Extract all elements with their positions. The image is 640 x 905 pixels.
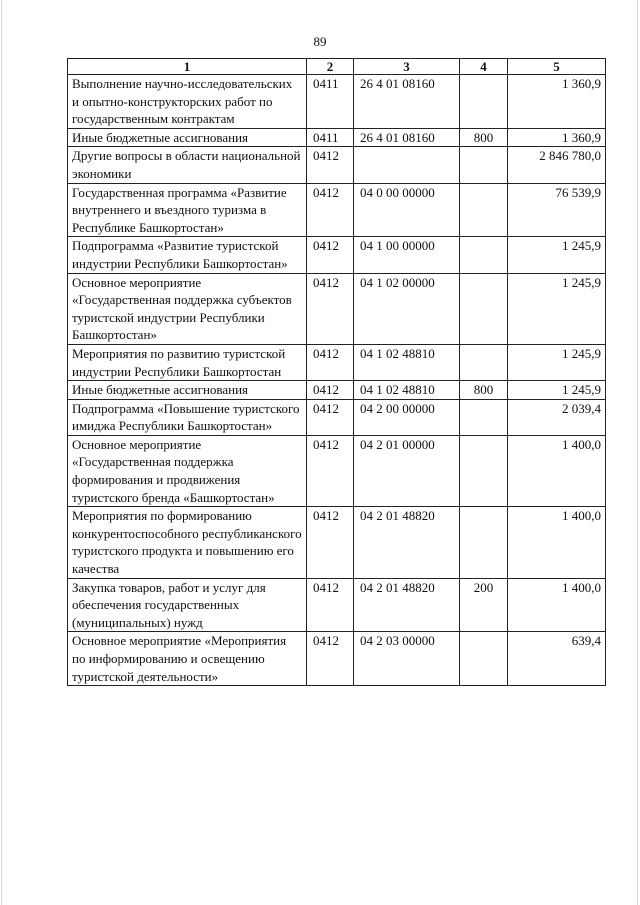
- cell-code: 0412: [307, 237, 354, 273]
- cell-amount: 1 400,0: [508, 507, 606, 578]
- table-row: [68, 237, 606, 273]
- cell-vr: [460, 344, 508, 380]
- cell-vr: [460, 399, 508, 435]
- cell-amount: 1 400,0: [508, 578, 606, 632]
- cell-csr: 04 1 02 48810: [354, 344, 460, 380]
- page-edge-left: [1, 0, 2, 905]
- table-row: [68, 273, 606, 344]
- cell-vr: 200: [460, 578, 508, 632]
- cell-name: Мероприятия по развитию туристской индустрии Республики Башкортостан: [68, 344, 307, 380]
- cell-code: 0412: [307, 147, 354, 183]
- table-row: [68, 381, 606, 400]
- table-header-row: [68, 59, 606, 75]
- cell-name: Закупка товаров, работ и услуг для обеспечения государственных (муниципальных) нужд: [68, 578, 307, 632]
- cell-code: 0412: [307, 183, 354, 237]
- cell-name: Основное мероприятие «Государственная поддержка субъектов туристской индустрии Республики Башкортостан»: [68, 273, 307, 344]
- budget-table: [67, 58, 606, 686]
- cell-amount: 1 245,9: [508, 344, 606, 380]
- cell-amount: 1 245,9: [508, 381, 606, 400]
- cell-code: 0412: [307, 578, 354, 632]
- page-number: 89: [313, 34, 327, 49]
- cell-vr: [460, 632, 508, 686]
- cell-csr: 04 2 01 48820: [354, 507, 460, 578]
- cell-amount: 639,4: [508, 632, 606, 686]
- cell-name: Иные бюджетные ассигнования: [68, 381, 307, 400]
- cell-code: 0412: [307, 381, 354, 400]
- cell-csr: 04 1 02 48810: [354, 381, 460, 400]
- cell-code: 0412: [307, 344, 354, 380]
- cell-csr: 26 4 01 08160: [354, 128, 460, 147]
- cell-vr: [460, 273, 508, 344]
- cell-vr: 800: [460, 128, 508, 147]
- cell-name: Другие вопросы в области национальной экономики: [68, 147, 307, 183]
- table-row: [68, 399, 606, 435]
- cell-vr: [460, 237, 508, 273]
- table-row: [68, 435, 606, 506]
- cell-csr: 04 1 00 00000: [354, 237, 460, 273]
- table-row: [68, 578, 606, 632]
- cell-csr: 04 2 03 00000: [354, 632, 460, 686]
- cell-amount: 76 539,9: [508, 183, 606, 237]
- cell-csr: [354, 147, 460, 183]
- cell-code: 0412: [307, 435, 354, 506]
- cell-vr: [460, 147, 508, 183]
- cell-name: Подпрограмма «Повышение туристского имиджа Республики Башкортостан»: [68, 399, 307, 435]
- cell-code: 0411: [307, 128, 354, 147]
- cell-vr: [460, 75, 508, 129]
- header-col-4: 4: [460, 59, 508, 75]
- cell-code: 0412: [307, 632, 354, 686]
- cell-vr: [460, 507, 508, 578]
- table-row: [68, 507, 606, 578]
- cell-csr: 04 2 00 00000: [354, 399, 460, 435]
- cell-vr: [460, 435, 508, 506]
- cell-amount: 1 360,9: [508, 75, 606, 129]
- table-row: [68, 632, 606, 686]
- header-col-5: 5: [508, 59, 606, 75]
- cell-name: Иные бюджетные ассигнования: [68, 128, 307, 147]
- table-row: [68, 147, 606, 183]
- cell-name: Основное мероприятие «Государственная поддержка формирования и продвижения туристского бренда «Башкортостан»: [68, 435, 307, 506]
- cell-csr: 04 2 01 00000: [354, 435, 460, 506]
- cell-name: Основное мероприятие «Мероприятия по информированию и освещению туристской деятельности»: [68, 632, 307, 686]
- cell-code: 0412: [307, 399, 354, 435]
- cell-csr: 04 2 01 48820: [354, 578, 460, 632]
- header-col-3: 3: [354, 59, 460, 75]
- cell-code: 0411: [307, 75, 354, 129]
- cell-amount: 1 360,9: [508, 128, 606, 147]
- cell-name: Мероприятия по формированию конкурентоспособного республиканского туристского продукта и повышению его качества: [68, 507, 307, 578]
- cell-amount: 1 245,9: [508, 237, 606, 273]
- cell-vr: [460, 183, 508, 237]
- cell-amount: 1 400,0: [508, 435, 606, 506]
- cell-code: 0412: [307, 507, 354, 578]
- header-col-1: 1: [68, 59, 307, 75]
- cell-amount: 1 245,9: [508, 273, 606, 344]
- cell-vr: 800: [460, 381, 508, 400]
- cell-csr: 04 1 02 00000: [354, 273, 460, 344]
- cell-code: 0412: [307, 273, 354, 344]
- cell-amount: 2 846 780,0: [508, 147, 606, 183]
- cell-name: Подпрограмма «Развитие туристской индустрии Республики Башкортостан»: [68, 237, 307, 273]
- page-edge-right: [637, 0, 638, 905]
- cell-amount: 2 039,4: [508, 399, 606, 435]
- table-row: [68, 75, 606, 129]
- cell-name: Государственная программа «Развитие внутреннего и въездного туризма в Республике Башкортостан»: [68, 183, 307, 237]
- table-row: [68, 183, 606, 237]
- table-row: [68, 128, 606, 147]
- cell-csr: 04 0 00 00000: [354, 183, 460, 237]
- table-row: [68, 344, 606, 380]
- cell-csr: 26 4 01 08160: [354, 75, 460, 129]
- header-col-2: 2: [307, 59, 354, 75]
- cell-name: Выполнение научно-исследовательских и опытно-конструкторских работ по государственным контрактам: [68, 75, 307, 129]
